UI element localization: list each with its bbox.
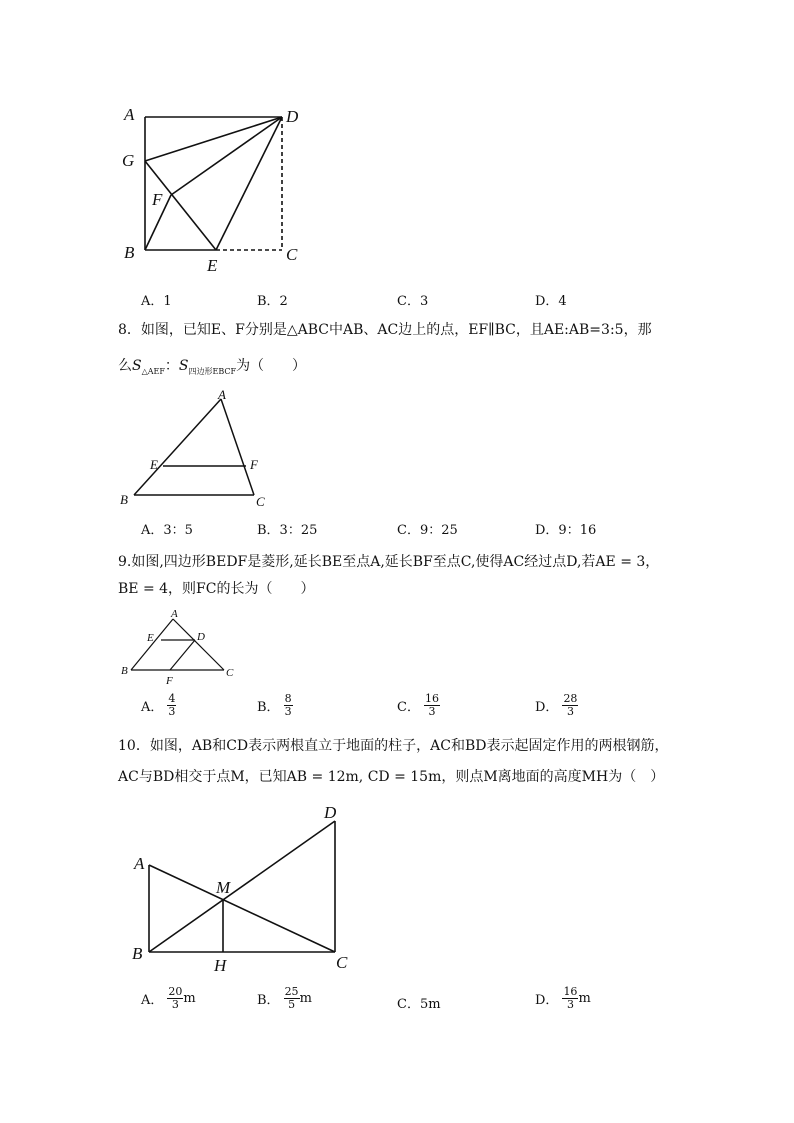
q9-option-a-letter: A． [141,700,164,715]
q10-label-B: B [132,944,143,963]
q10-option-d-fraction [562,986,578,1011]
q8-options [0,519,794,539]
q7-option-a[interactable]: A．1 [141,294,172,309]
q7-label-A: A [124,105,135,124]
q10-option-b-letter: B． [257,993,280,1008]
q9-figure [110,603,250,688]
q10-rod-AC [149,865,335,952]
q9-option-d-num: 28 [563,692,578,705]
q7-label-C: C [286,245,298,264]
q7-label-F: F [152,190,163,209]
q10-text-line1: 10．如图，AB和CD表示两根直立于地面的柱子，AC和BD表示起固定作用的两根钢筋， [118,738,669,754]
q8-figure [110,385,280,515]
q10-label-M: M [216,878,231,897]
q7-figure [110,100,330,275]
q9-option-b-den: 3 [284,705,292,718]
q9-option-c-den: 3 [428,705,436,718]
q9-label-F: F [166,675,173,687]
q7-option-b[interactable]: B．2 [257,294,288,309]
q9-option-d-letter: D． [535,700,559,715]
q10-label-H: H [214,956,227,975]
q10-figure [110,800,370,980]
q9-label-A: A [171,608,178,620]
q10-option-a-fraction [167,986,183,1011]
q9-option-b-fraction [284,693,293,718]
q9-option-a-num: 4 [168,692,176,705]
q10-label-C: C [336,953,348,972]
q9-side-AB [131,619,173,670]
q9-option-a-fraction [167,693,176,718]
q10-option-b-unit: m [299,991,312,1006]
q8-text-line1: 8．如图，已知E、F分别是△ABC中AB、AC边上的点，EF∥BC，且AE:AB=3:5，那 [118,322,652,338]
q8-side-AC [221,399,254,495]
q10-options [0,986,794,1020]
q9-option-b-num: 8 [284,692,292,705]
q10-option-d-letter: D． [535,993,559,1008]
q9-label-C: C [226,667,234,679]
q10-option-c-letter: C．5m [397,997,441,1012]
q7-option-d[interactable]: D．4 [535,294,567,309]
q8-option-c[interactable]: C．9：25 [397,523,458,538]
q8-s2-sub: 四边形EBCF [188,366,237,376]
q7-label-D: D [286,107,299,126]
q10-option-b-den: 5 [288,998,296,1011]
q8-label-E: E [150,457,158,472]
q9-text-line1: 9.如图,四边形BEDF是菱形,延长BE至点A,延长BF至点C,使得AC经过点D,若AE = 3， [118,554,660,570]
q9-seg-DF [170,640,195,670]
q8-label-C: C [256,494,265,509]
q9-options [0,693,794,727]
q9-option-d-fraction [562,693,578,718]
q9-label-E: E [147,632,154,644]
q9-option-c-fraction [424,693,440,718]
q9-option-a-den: 3 [168,705,176,718]
q10-label-A: A [134,854,145,873]
q9-option-a[interactable] [141,693,176,718]
q10-option-a-den: 3 [171,998,179,1011]
q9-label-D: D [197,631,205,643]
q10-option-b[interactable] [257,986,312,1011]
q10-option-a[interactable] [141,986,196,1011]
q9-label-B: B [121,665,128,677]
q7-seg-DF [171,117,282,195]
q8-label-A: A [218,387,226,402]
q10-option-a-letter: A． [141,993,164,1008]
q10-option-b-fraction [284,986,300,1011]
q9-option-c-letter: C． [397,700,420,715]
q7-options [0,290,794,310]
q8-side-AB [134,399,221,495]
q8-option-b[interactable]: B．3：25 [257,523,318,538]
q9-side-AC [173,619,224,670]
q8-s1: S [132,358,142,374]
q8-option-a[interactable]: A．3：5 [141,523,193,538]
q10-option-d-unit: m [578,991,591,1006]
q9-option-c[interactable] [397,693,440,718]
q7-option-c[interactable]: C．3 [397,294,429,309]
q8-label-F: F [250,457,258,472]
q10-label-D: D [324,803,337,822]
q7-label-B: B [124,243,135,262]
q9-option-b[interactable] [257,693,293,718]
q10-option-b-num: 25 [284,985,299,998]
q8-label-B: B [120,492,128,507]
q9-option-b-letter: B． [257,700,280,715]
q8-s2: S [178,358,189,374]
q9-text-line2: BE = 4，则FC的长为（ ） [118,581,315,597]
q10-option-c[interactable] [397,993,441,1012]
q10-rod-BD [149,821,335,952]
q8-text-line2 [118,357,306,381]
q10-option-d[interactable] [535,986,591,1011]
q7-label-E: E [207,256,218,275]
q10-option-a-unit: m [183,991,196,1006]
q10-option-d-den: 3 [566,998,574,1011]
q9-option-d[interactable] [535,693,578,718]
q8-option-d[interactable]: D．9：16 [535,523,597,538]
q8-colon: ： [164,358,179,374]
q8-line2-prefix: 么 [118,358,132,374]
q10-text-line2: AC与BD相交于点M，已知AB = 12m, CD = 15m，则点M离地面的高度MH为（ ） [118,769,665,785]
q7-seg-DG [145,117,282,161]
q7-label-G: G [122,151,135,170]
q9-option-d-den: 3 [566,705,574,718]
q10-option-d-num: 16 [563,985,578,998]
q9-option-c-num: 16 [424,692,439,705]
q8-line2-suffix: 为（ ） [236,358,307,374]
q8-s1-sub: △AEF [141,366,165,376]
q7-seg-DE [216,117,282,250]
q10-option-a-num: 20 [168,985,183,998]
